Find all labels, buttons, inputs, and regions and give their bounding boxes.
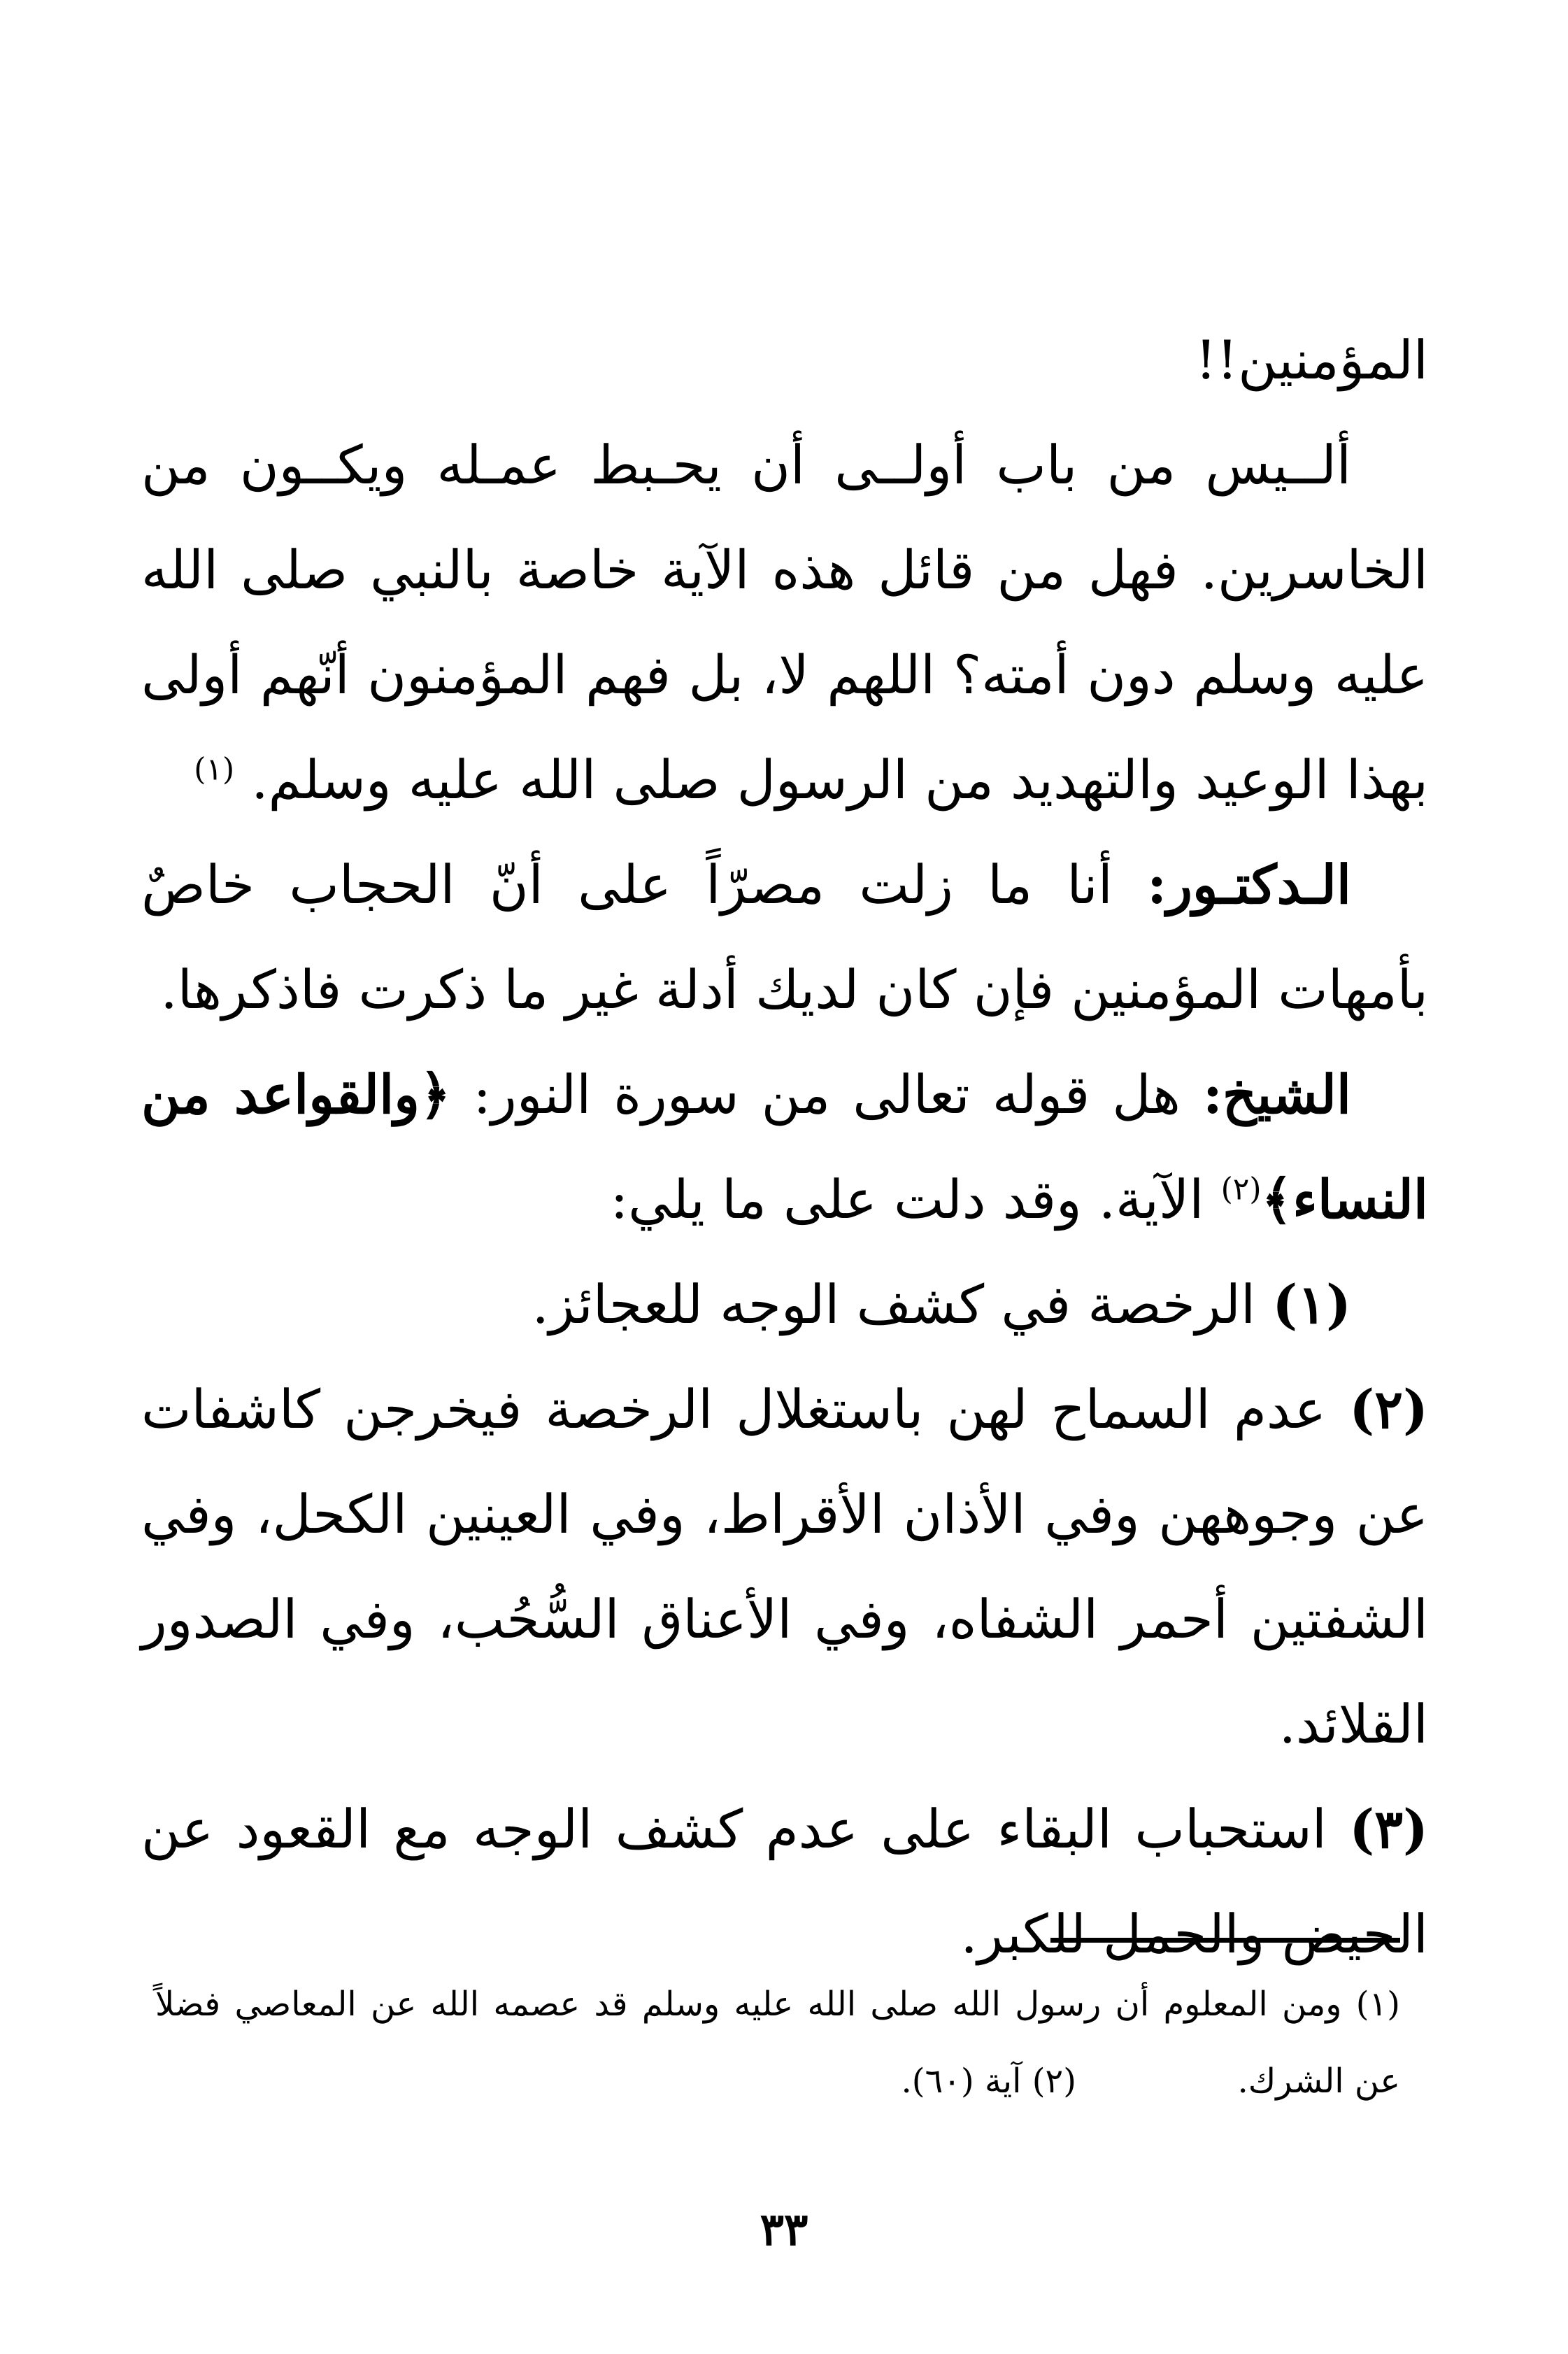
list-item-2-number: (٢) [1349,1378,1428,1440]
list-item-2-text: عدم السماح لهن باستغلال الرخصة فيخرجن كاشفات عن وجوههن وفي الأذان الأقراط، وفي العينين الكحل، وفي الشفتين أحمر الشفاه، وفي الأعناق السُّحُب، وفي الصدور القلائد. [141,1378,1428,1755]
paragraph-sheikh [141,1042,1428,1252]
paragraph-1 [141,413,1428,832]
footnote-ref-2: (٢) [1220,1171,1262,1207]
list-item-1-text: الرخصة في كشف الوجه للعجائز. [532,1273,1256,1335]
footnote-separator [1050,1938,1400,1943]
doctor-text: أنا ما زلت مصرّاً على أنّ الحجاب خاصٌ بأمهات المؤمنين فإن كان لديك أدلة غير ما ذكرت فاذكرها. [141,853,1428,1021]
footnote-ref-1: (١) [194,751,235,788]
speaker-doctor: الـدكتـور: [1147,853,1351,916]
footnote-2-text: (٢) آية (٦٠). [901,2062,1076,2101]
sheikh-text-a: هل قوله تعالى من سورة النور: [473,1063,1181,1126]
paragraph-doctor [141,832,1428,1042]
list-item-3-number: (٣) [1349,1798,1428,1860]
list-item-3-text: استحباب البقاء على عدم كشف الوجه مع القعود عن الحيض والحمل للكبر. [141,1798,1428,1965]
quran-quote: ﴿والقواعد من النساء﴾ [141,1063,1428,1231]
list-item-1-number: (١) [1272,1273,1351,1335]
speaker-sheikh: الشيخ: [1202,1063,1351,1126]
sheikh-text-b: الآية. وقد دلت على ما يلي: [610,1168,1204,1231]
list-item-3 [141,1777,1428,1987]
footnote-1-text: (١) ومن المعلوم أن رسول الله صلى الله عليه وسلم قد عصمه الله عن المعاصي فضلاً عن الشرك. [155,1985,1400,2101]
paragraph-1-text: ألــيس من باب أولــى أن يحـبط عمـله ويكــون من الخاسرين. فهل من قائل هذه الآية خاصة بالنبي صلى الله عليه وسلم دون أمته؟ اللهم لا، بل فهم المؤمنون أنّهم أولى بهذا الوعيد والتهديد من الرسول صلى الله عليه وسلم. [141,434,1428,811]
list-item-2 [141,1357,1428,1777]
page-number: ٣٣ [760,2204,808,2256]
footnote-1 [155,1966,1400,2120]
list-item-1 [141,1252,1428,1357]
main-text [141,308,1428,1987]
footnotes [155,1966,1400,2120]
continuation-line: المؤمنين!! [1195,329,1428,391]
